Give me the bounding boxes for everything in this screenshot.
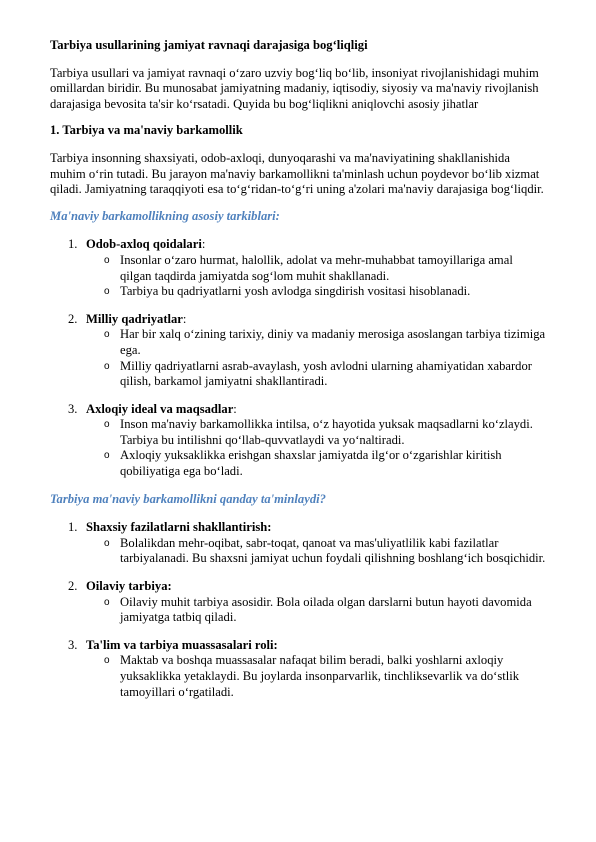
circle-bullet-icon: o [104, 450, 110, 462]
document-title: Tarbiya usullarining jamiyat ravnaqi darajasiga bog‘liqligi [50, 38, 368, 52]
list-item-number: 2. [68, 579, 78, 594]
list-item [50, 237, 546, 299]
list-item-heading [50, 237, 546, 253]
sub-list [50, 595, 546, 626]
sub-list-item-text: Tarbiya bu qadriyatlarni yosh avlodga singdirish vositasi hisoblanadi. [120, 284, 471, 299]
sub-list-item-text: Bolalikdan mehr-oqibat, sabr-toqat, qanoat va mas'uliyatlilik kabi fazilatlar tarbiyalanadi. Bu shaxsni jamiyat uchun foydali qilishning boshlang‘ich bosqichidir. [120, 535, 546, 566]
circle-bullet-icon: o [104, 537, 110, 549]
sub-list-item [104, 448, 546, 479]
list-item-title: Milliy qadriyatlar [86, 311, 183, 326]
sub-list-item-text: Inson ma'naviy barkamollikka intilsa, o‘z hayotida yuksak maqsadlarni ko‘zlaydi. Tarbiya bu intilishni qo‘llab-quvvatlaydi va yo‘naltiradi. [120, 417, 533, 447]
circle-bullet-icon: o [104, 596, 110, 608]
sub-list-item-text: Axloqiy yuksaklikka erishgan shaxslar jamiyatda ilg‘or o‘zgarishlar kiritish qobiliyatiga ega bo‘ladi. [120, 448, 502, 479]
sub-list-item-text: Insonlar o‘zaro hurmat, halollik, adolat va mehr-muhabbat tamoyillariga amal qilgan taqdirda jamiyatda sog‘lom muhit shakllanadi. [120, 252, 513, 283]
subsection-heading-components: Ma'naviy barkamollikning asosiy tarkiblari: [50, 208, 280, 223]
list-item-number: 3. [68, 401, 78, 416]
sub-list-item [104, 653, 546, 700]
list-item-colon: : [233, 401, 237, 416]
list-item [50, 312, 546, 390]
how-list [50, 520, 546, 700]
intro-paragraph: Tarbiya usullari va jamiyat ravnaqi o‘zaro uzviy bog‘liq bo‘lib, insoniyat rivojlanishidagi muhim omillardan biridir. Bu munosabat jamiyatning madaniy, iqtisodiy, siyosiy va ma'naviy rivojlanish darajasiga bevosita ta'sir ko‘rsatadi. Quyida bu bog‘liqlikni aniqlovchi asosiy jihatlar [50, 65, 539, 111]
circle-bullet-icon: o [104, 655, 110, 667]
list-item-heading [50, 402, 546, 418]
sub-list-item [104, 417, 546, 448]
section-heading: 1. Tarbiya va ma'naviy barkamollik [50, 123, 243, 138]
sub-list-item-text: Milliy qadriyatlarni asrab-avaylash, yosh avlodni ularning ahamiyatidan xabardor qilish, barkamol jamiyatni shakllantiradi. [120, 358, 532, 389]
list-item-title: Axloqiy ideal va maqsadlar [86, 401, 234, 416]
list-item-title: Ta'lim va tarbiya muassasalari roli: [86, 637, 278, 652]
circle-bullet-icon: o [104, 329, 110, 341]
list-item-colon: : [201, 237, 206, 252]
list-item-number: 2. [68, 311, 78, 326]
sub-list-item-text: Har bir xalq o‘zining tarixiy, diniy va madaniy merosiga asoslangan tarbiya tizimiga ega. [120, 327, 546, 357]
sub-list-item [104, 536, 546, 567]
sub-list-item [104, 327, 546, 358]
list-item [50, 402, 546, 480]
circle-bullet-icon: o [104, 360, 110, 372]
sub-list [50, 327, 546, 389]
list-item-heading [50, 579, 546, 595]
sub-list-item-text: Oilaviy muhit tarbiya asosidir. Bola oilada olgan darslarni butun hayoti davomida jamiyatga tatbiq qiladi. [120, 594, 532, 625]
sub-list [50, 417, 546, 479]
components-list [50, 237, 546, 479]
circle-bullet-icon: o [104, 286, 110, 298]
list-item-number: 3. [68, 637, 78, 652]
list-item [50, 579, 546, 626]
list-item-title: Shaxsiy fazilatlarni shakllantirish: [86, 520, 272, 535]
sub-list-item [104, 595, 546, 626]
list-item [50, 638, 546, 700]
list-item-title: Odob-axloq qoidalari [86, 237, 202, 252]
list-item-title: Oilaviy tarbiya: [86, 579, 172, 594]
list-item-number: 1. [68, 237, 78, 252]
circle-bullet-icon: o [104, 254, 110, 266]
list-item-heading [50, 520, 546, 536]
sub-list-item [104, 253, 546, 284]
section-paragraph: Tarbiya insonning shaxsiyati, odob-axloqi, dunyoqarashi va ma'naviyatining shakllanishida muhim o‘rin tutadi. Bu jarayon ma'naviy barkamollikni ta'minlash uchun poydevor bo‘lib xizmat qiladi. Jamiyatning taraqqiyoti esa to‘g‘ridan-to‘g‘ri uning a'zolari ma'naviy darajasiga bog‘liqdir. [50, 150, 544, 197]
sub-list [50, 653, 546, 700]
sub-list [50, 536, 546, 567]
sub-list [50, 253, 546, 300]
sub-list-item [104, 359, 546, 390]
list-item [50, 520, 546, 567]
list-item-heading [50, 312, 546, 328]
list-item-colon: : [182, 311, 187, 326]
sub-list-item-text: Maktab va boshqa muassasalar nafaqat bilim beradi, balki yoshlarni axloqiy yuksaklikka yetaklaydi. Bu joylarda insonparvarlik, tinchliksevarlik va do‘stlik tamoyillari o‘rgatiladi. [120, 653, 520, 699]
circle-bullet-icon: o [104, 419, 110, 431]
subsection-heading-how: Tarbiya ma'naviy barkamollikni qanday ta'minlaydi? [50, 491, 326, 506]
sub-list-item [104, 284, 546, 300]
list-item-heading [50, 638, 546, 654]
list-item-number: 1. [68, 520, 78, 535]
